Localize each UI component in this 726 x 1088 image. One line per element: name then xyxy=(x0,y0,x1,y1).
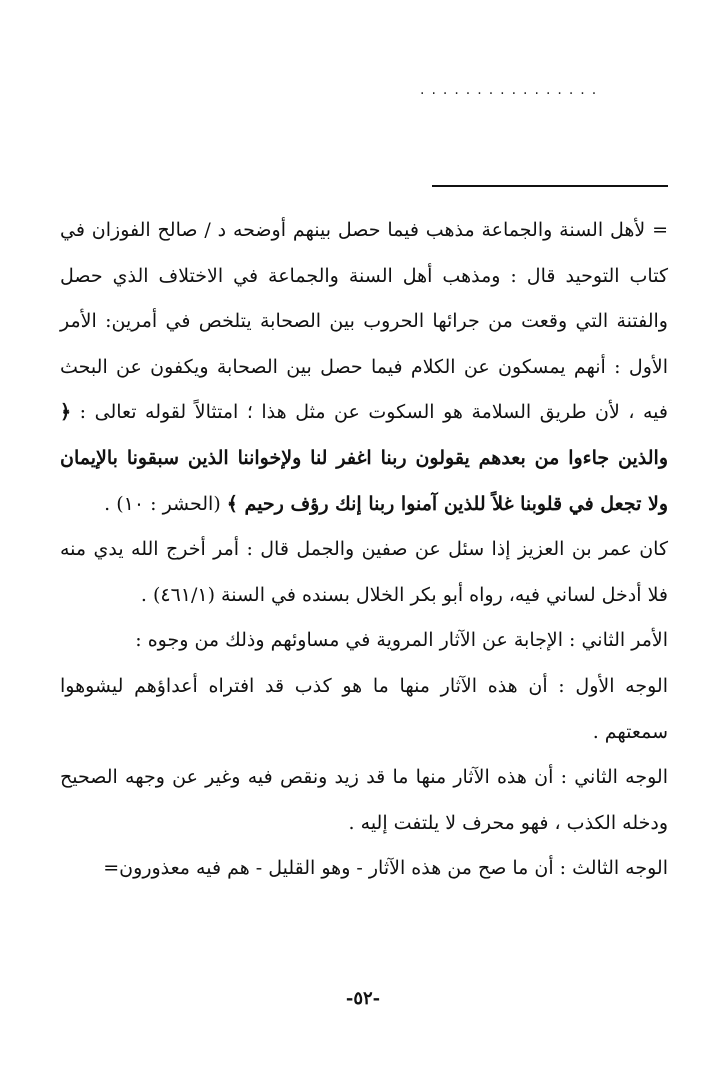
paragraph-ahl-sunnah-position xyxy=(60,208,668,527)
footnote-separator-rule xyxy=(432,185,668,187)
paragraph-third-aspect: الوجه الثالث : أن ما صح من هذه الآثار - وهو القليل - هم فيه معذورون= xyxy=(103,857,668,880)
header-dots: ................ xyxy=(420,82,604,98)
paragraph-first-aspect: الوجه الأول : أن هذه الآثار منها ما هو كذب قد افتراه أعداؤهم ليشوهوا سمعتهم . xyxy=(60,674,668,743)
paragraph-second-aspect: الوجه الثاني : أن هذه الآثار منها ما قد زيد ونقص فيه وغير عن وجهه الصحيح ودخله الكذب ، فهو محرف لا يلتفت إليه . xyxy=(60,766,668,834)
footnote-text-block xyxy=(60,208,668,892)
quran-verse: ﴿ والذين جاءوا من بعدهم يقولون ربنا اغفر لنا ولإخواننا الذين سبقونا بالإيمان ولا تجعل في قلوبنا غلاً للذين آمنوا ربنا إنك رؤف رحيم ﴾ xyxy=(60,401,668,515)
page-number: -٥٢- xyxy=(345,988,381,1009)
paragraph-intro-text: = لأهل السنة والجماعة مذهب فيما حصل بينهم أوضحه د / صالح الفوزان في كتاب التوحيد قال : ومذهب أهل السنة والجماعة في الاختلاف الذي حصل والفتنة التي وقعت من جرائها الحروب بين الصحابة يتلخص في أمرين: الأمر الأول : أنهم يمسكون عن الكلام فيما حصل بين الصحابة ويكفون عن البحث فيه ، لأن طريق السلامة هو السكوت عن مثل هذا ؛ امتثالاً لقوله تعالى : xyxy=(60,219,668,424)
quran-reference: (الحشر : ١٠) . xyxy=(104,492,227,515)
paragraph-umar-quote: كان عمر بن العزيز إذا سئل عن صفين والجمل قال : أمر أخرج الله يدي منه فلا أدخل لساني فيه، رواه أبو بكر الخلال بسنده في السنة (٤٦١/١) . xyxy=(60,538,668,606)
paragraph-second-matter: الأمر الثاني : الإجابة عن الآثار المروية في مساوئهم وذلك من وجوه : xyxy=(135,629,668,652)
